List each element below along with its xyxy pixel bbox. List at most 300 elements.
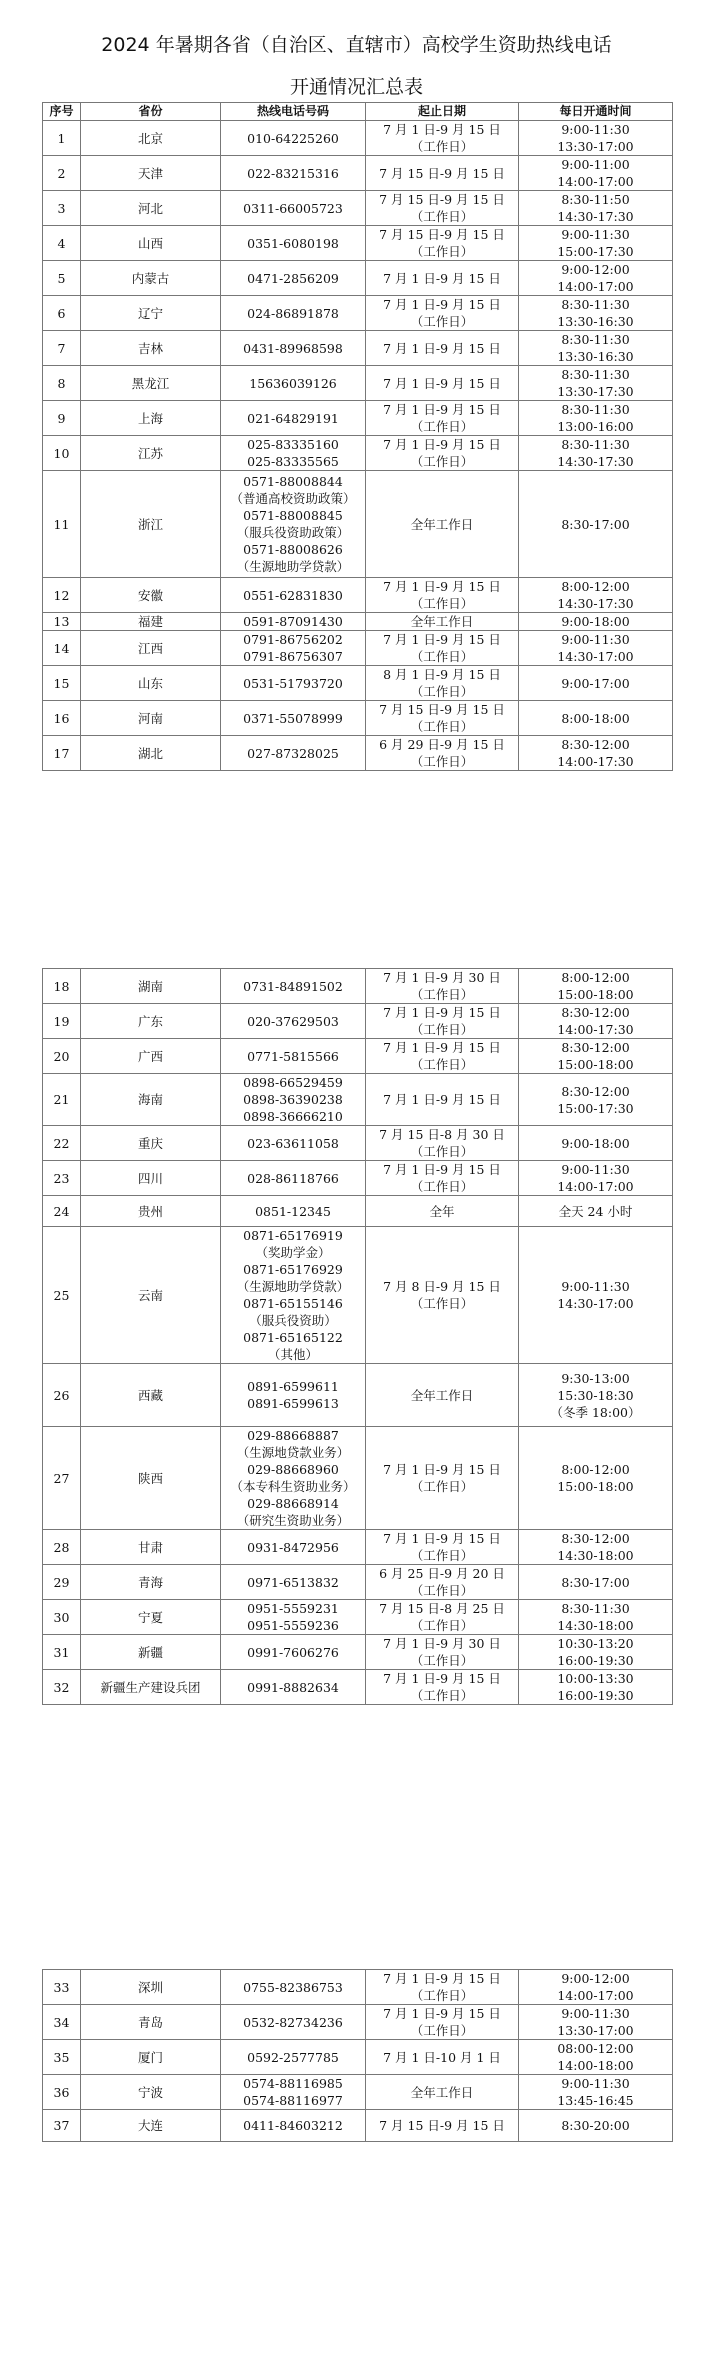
hotline-number-line: （研究生资助业务）: [236, 1513, 350, 1528]
date-range: [366, 1227, 519, 1364]
date-range: [366, 969, 519, 1004]
hotline-number-line: 0311-66005723: [243, 200, 343, 216]
province-name: 厦门: [81, 2040, 221, 2075]
date-range-line: 7 月 15 日-8 月 30 日: [379, 1127, 505, 1142]
row-number: 24: [43, 1196, 81, 1227]
date-range-line: 6 月 29 日-9 月 15 日: [379, 737, 505, 752]
province-name: 西藏: [81, 1364, 221, 1427]
hotline-number-line: 0371-55078999: [243, 710, 343, 726]
table-row: [43, 631, 673, 666]
hotline-table-part-1: [42, 102, 673, 771]
hotline-number-line: 0891-6599611: [247, 1379, 339, 1394]
hotline-number: [221, 436, 366, 471]
daily-hours-line: 9:30-13:00: [561, 1370, 630, 1386]
table-row: [43, 578, 673, 613]
header-hours: 每日开通时间: [519, 103, 673, 121]
daily-hours-line: 13:30-17:30: [557, 384, 634, 399]
daily-hours: [519, 1161, 673, 1196]
daily-hours-line: 14:00-17:30: [557, 754, 634, 769]
row-number: 14: [43, 631, 81, 666]
daily-hours: [519, 121, 673, 156]
date-range: [366, 701, 519, 736]
date-range-line: 7 月 1 日-9 月 15 日: [383, 579, 501, 594]
daily-hours-line: 13:00-16:00: [557, 419, 634, 434]
table-row: [43, 121, 673, 156]
hotline-number-line: 0551-62831830: [243, 587, 343, 603]
hotline-number-line: 0431-89968598: [243, 340, 343, 356]
hotline-number-line: 0951-5559231: [247, 1601, 339, 1616]
date-range: [366, 2075, 519, 2110]
hotline-number-line: （生源地助学贷款）: [236, 559, 350, 574]
table-header-row: [43, 103, 673, 121]
row-number: 6: [43, 296, 81, 331]
date-range: [366, 1670, 519, 1705]
date-range-line: 7 月 15 日-9 月 15 日: [379, 192, 505, 207]
date-range: [366, 366, 519, 401]
daily-hours: [519, 226, 673, 261]
hotline-number-line: 0791-86756307: [243, 649, 343, 664]
date-range-line: 7 月 1 日-9 月 30 日: [383, 970, 501, 985]
row-number: 26: [43, 1364, 81, 1427]
hotline-number: [221, 2110, 366, 2142]
date-range-line: （工作日）: [410, 719, 474, 734]
province-name: 河北: [81, 191, 221, 226]
date-range-line: 6 月 25 日-9 月 20 日: [379, 1566, 505, 1581]
hotline-number-line: （本专科生资助业务）: [230, 1479, 356, 1494]
province-name: 黑龙江: [81, 366, 221, 401]
province-name: 大连: [81, 2110, 221, 2142]
date-range-line: （工作日）: [410, 1548, 474, 1563]
date-range-line: 全年工作日: [410, 516, 474, 532]
date-range-line: （工作日）: [410, 1653, 474, 1668]
daily-hours: [519, 2005, 673, 2040]
daily-hours-line: 9:00-11:00: [561, 157, 630, 172]
hotline-number: [221, 666, 366, 701]
hotline-number-line: （服兵役资助）: [249, 1313, 337, 1328]
daily-hours-line: 9:00-17:00: [561, 675, 630, 691]
date-range: [366, 631, 519, 666]
province-name: 福建: [81, 613, 221, 631]
hotline-number-line: 029-88668914: [247, 1496, 339, 1511]
hotline-number-line: 0951-5559236: [247, 1618, 339, 1633]
date-range-line: （工作日）: [410, 1022, 474, 1037]
table-row: [43, 701, 673, 736]
daily-hours-line: 14:00-17:00: [557, 1988, 634, 2003]
daily-hours: [519, 1004, 673, 1039]
date-range-line: （工作日）: [410, 754, 474, 769]
hotline-number-line: 0351-6080198: [247, 235, 339, 251]
row-number: 20: [43, 1039, 81, 1074]
row-number: 29: [43, 1565, 81, 1600]
hotline-number: [221, 1635, 366, 1670]
province-name: 新疆: [81, 1635, 221, 1670]
row-number: 31: [43, 1635, 81, 1670]
hotline-number-line: 0931-8472956: [247, 1539, 339, 1555]
row-number: 27: [43, 1427, 81, 1530]
daily-hours-line: 9:00-11:30: [561, 632, 630, 647]
daily-hours-line: 10:00-13:30: [557, 1671, 634, 1686]
daily-hours-line: 15:00-18:00: [557, 1057, 634, 1072]
hotline-number: [221, 613, 366, 631]
table-row: [43, 1600, 673, 1635]
daily-hours-line: 13:30-17:00: [557, 2023, 634, 2038]
date-range-line: 7 月 15 日-9 月 15 日: [379, 227, 505, 242]
province-name: 重庆: [81, 1126, 221, 1161]
daily-hours: [519, 969, 673, 1004]
date-range: [366, 1074, 519, 1126]
hotline-number: [221, 969, 366, 1004]
table-row: [43, 666, 673, 701]
hotline-number-line: （普通高校资助政策）: [230, 491, 356, 506]
daily-hours: [519, 736, 673, 771]
table-row: [43, 1970, 673, 2005]
province-name: 江西: [81, 631, 221, 666]
hotline-number: [221, 1196, 366, 1227]
date-range-line: 7 月 1 日-9 月 15 日: [383, 297, 501, 312]
province-name: 宁波: [81, 2075, 221, 2110]
date-range: [366, 1565, 519, 1600]
date-range-line: 7 月 1 日-9 月 15 日: [383, 2006, 501, 2021]
date-range-line: 7 月 1 日-9 月 15 日: [383, 1040, 501, 1055]
date-range-line: （工作日）: [410, 684, 474, 699]
date-range-line: （工作日）: [410, 987, 474, 1002]
daily-hours-line: 8:30-20:00: [561, 2118, 630, 2133]
daily-hours-line: 8:30-11:30: [561, 297, 630, 312]
table-row: [43, 1364, 673, 1427]
date-range-line: （工作日）: [410, 1618, 474, 1633]
hotline-number: [221, 1670, 366, 1705]
date-range-line: 7 月 1 日-9 月 15 日: [383, 1005, 501, 1020]
hotline-number-line: 0532-82734236: [243, 2014, 343, 2030]
hotline-number-line: 024-86891878: [247, 305, 339, 321]
date-range-line: （工作日）: [410, 454, 474, 469]
row-number: 3: [43, 191, 81, 226]
hotline-number: [221, 1970, 366, 2005]
date-range: [366, 1600, 519, 1635]
hotline-number: [221, 226, 366, 261]
row-number: 37: [43, 2110, 81, 2142]
date-range-line: 7 月 1 日-9 月 15 日: [383, 375, 501, 391]
daily-hours: [519, 1635, 673, 1670]
province-name: 山东: [81, 666, 221, 701]
daily-hours-line: 08:00-12:00: [557, 2041, 634, 2056]
province-name: 山西: [81, 226, 221, 261]
province-name: 北京: [81, 121, 221, 156]
date-range-line: （工作日）: [410, 2023, 474, 2038]
province-name: 安徽: [81, 578, 221, 613]
hotline-number-line: 022-83215316: [247, 165, 339, 181]
date-range-line: （工作日）: [410, 649, 474, 664]
daily-hours: [519, 471, 673, 578]
daily-hours: [519, 1427, 673, 1530]
daily-hours-line: 9:00-11:30: [561, 1162, 630, 1177]
date-range: [366, 1161, 519, 1196]
province-name: 深圳: [81, 1970, 221, 2005]
hotline-number-line: 0898-66529459: [243, 1075, 343, 1090]
daily-hours: [519, 631, 673, 666]
hotline-number: [221, 2075, 366, 2110]
table-row: [43, 1227, 673, 1364]
table-row: [43, 1126, 673, 1161]
header-no: 序号: [43, 103, 81, 121]
daily-hours-line: 8:30-11:30: [561, 332, 630, 347]
row-number: 30: [43, 1600, 81, 1635]
hotline-number-line: 0471-2856209: [247, 270, 339, 286]
daily-hours-line: 8:30-11:30: [561, 402, 630, 417]
daily-hours: [519, 1670, 673, 1705]
province-name: 吉林: [81, 331, 221, 366]
row-number: 4: [43, 226, 81, 261]
hotline-number-line: 0898-36666210: [243, 1109, 343, 1124]
table-row: [43, 191, 673, 226]
hotline-number: [221, 1039, 366, 1074]
daily-hours: [519, 1227, 673, 1364]
date-range-line: 全年工作日: [410, 2084, 474, 2100]
hotline-number-line: 0891-6599613: [247, 1396, 339, 1411]
daily-hours: [519, 613, 673, 631]
date-range-line: 7 月 1 日-9 月 15 日: [383, 402, 501, 417]
date-range: [366, 436, 519, 471]
daily-hours-line: 9:00-18:00: [561, 1135, 630, 1151]
hotline-number-line: 021-64829191: [247, 410, 339, 426]
daily-hours-line: 9:00-18:00: [561, 614, 630, 629]
row-number: 15: [43, 666, 81, 701]
daily-hours-line: 8:30-11:30: [561, 367, 630, 382]
daily-hours: [519, 1364, 673, 1427]
daily-hours-line: 9:00-12:00: [561, 262, 630, 277]
daily-hours: [519, 1565, 673, 1600]
date-range-line: 7 月 1 日-9 月 15 日: [383, 437, 501, 452]
table-row: [43, 736, 673, 771]
hotline-number: [221, 471, 366, 578]
daily-hours-line: 15:00-17:30: [557, 244, 634, 259]
date-range: [366, 1530, 519, 1565]
hotline-number: [221, 1126, 366, 1161]
daily-hours-line: 8:30-12:00: [561, 1083, 630, 1099]
hotline-number-line: 0898-36390238: [243, 1092, 343, 1107]
table-row: [43, 2040, 673, 2075]
row-number: 12: [43, 578, 81, 613]
daily-hours-line: 8:30-11:30: [561, 437, 630, 452]
daily-hours-line: （冬季 18:00）: [550, 1404, 641, 1420]
province-name: 湖南: [81, 969, 221, 1004]
daily-hours-line: 14:30-17:00: [557, 649, 634, 664]
date-range-line: （工作日）: [410, 1583, 474, 1598]
daily-hours: [519, 401, 673, 436]
daily-hours-line: 10:30-13:20: [557, 1636, 634, 1651]
row-number: 19: [43, 1004, 81, 1039]
date-range-line: 全年工作日: [410, 1387, 474, 1403]
province-name: 广西: [81, 1039, 221, 1074]
hotline-number-line: 0971-6513832: [247, 1574, 339, 1590]
hotline-number: [221, 1530, 366, 1565]
daily-hours-line: 13:30-17:00: [557, 139, 634, 154]
hotline-number-line: 0591-87091430: [243, 614, 343, 629]
hotline-number-line: 0574-88116985: [243, 2076, 343, 2091]
row-number: 32: [43, 1670, 81, 1705]
table-row: [43, 261, 673, 296]
row-number: 33: [43, 1970, 81, 2005]
daily-hours-line: 16:00-19:30: [557, 1688, 634, 1703]
hotline-number-line: 028-86118766: [247, 1170, 339, 1186]
daily-hours-line: 16:00-19:30: [557, 1653, 634, 1668]
hotline-table-part-2: [42, 968, 673, 1705]
province-name: 广东: [81, 1004, 221, 1039]
row-number: 10: [43, 436, 81, 471]
row-number: 21: [43, 1074, 81, 1126]
date-range: [366, 401, 519, 436]
daily-hours: [519, 1196, 673, 1227]
hotline-number-line: 0991-8882634: [247, 1679, 339, 1695]
province-name: 上海: [81, 401, 221, 436]
hotline-number-line: 0531-51793720: [243, 675, 343, 691]
date-range: [366, 121, 519, 156]
row-number: 25: [43, 1227, 81, 1364]
province-name: 浙江: [81, 471, 221, 578]
table-row: [43, 331, 673, 366]
hotline-number-line: （其他）: [267, 1347, 318, 1362]
hotline-number-line: 023-63611058: [247, 1135, 339, 1151]
hotline-number-line: 0574-88116977: [243, 2093, 343, 2108]
date-range-line: （工作日）: [410, 596, 474, 611]
daily-hours-line: 8:30-12:00: [561, 1040, 630, 1055]
daily-hours-line: 15:30-18:30: [557, 1387, 634, 1403]
daily-hours: [519, 331, 673, 366]
date-range: [366, 1004, 519, 1039]
table-row: [43, 613, 673, 631]
hotline-number: [221, 1565, 366, 1600]
date-range: [366, 613, 519, 631]
hotline-number-line: 0871-65176919: [243, 1228, 343, 1243]
table-row: [43, 1161, 673, 1196]
daily-hours-line: 9:00-11:30: [561, 227, 630, 242]
hotline-number: [221, 578, 366, 613]
table-row: [43, 296, 673, 331]
daily-hours-line: 全天 24 小时: [558, 1203, 633, 1219]
hotline-number-line: 0871-65165122: [243, 1330, 343, 1345]
daily-hours-line: 8:30-11:30: [561, 1601, 630, 1616]
daily-hours: [519, 366, 673, 401]
date-range-line: （工作日）: [410, 1479, 474, 1494]
table-row: [43, 2110, 673, 2142]
date-range-line: 全年: [429, 1203, 455, 1219]
hotline-number-line: 0411-84603212: [243, 2118, 343, 2133]
date-range: [366, 578, 519, 613]
hotline-number-line: （生源地助学贷款）: [236, 1279, 350, 1294]
daily-hours: [519, 1126, 673, 1161]
province-name: 天津: [81, 156, 221, 191]
table-row: [43, 1004, 673, 1039]
date-range-line: （工作日）: [410, 1179, 474, 1194]
row-number: 28: [43, 1530, 81, 1565]
table-row: [43, 401, 673, 436]
table-row: [43, 2005, 673, 2040]
daily-hours-line: 8:00-12:00: [561, 970, 630, 985]
date-range-line: 7 月 1 日-9 月 15 日: [383, 1162, 501, 1177]
header-phone: 热线电话号码: [221, 103, 366, 121]
hotline-number: [221, 401, 366, 436]
date-range-line: 7 月 1 日-10 月 1 日: [383, 2049, 501, 2065]
daily-hours-line: 9:00-11:30: [561, 122, 630, 137]
row-number: 2: [43, 156, 81, 191]
hotline-number-line: （生源地贷款业务）: [236, 1445, 350, 1460]
hotline-number: [221, 296, 366, 331]
hotline-number: [221, 2040, 366, 2075]
daily-hours-line: 8:00-18:00: [561, 710, 630, 726]
hotline-number-line: 020-37629503: [247, 1013, 339, 1029]
daily-hours: [519, 2075, 673, 2110]
province-name: 甘肃: [81, 1530, 221, 1565]
date-range: [366, 1364, 519, 1427]
table-row: [43, 436, 673, 471]
hotline-number-line: （奖助学金）: [255, 1245, 331, 1260]
hotline-number-line: 0571-88008844: [243, 474, 343, 489]
date-range-line: 7 月 1 日-9 月 15 日: [383, 122, 501, 137]
daily-hours-line: 13:45-16:45: [557, 2093, 634, 2108]
date-range: [366, 1126, 519, 1161]
table-row: [43, 1530, 673, 1565]
daily-hours-line: 8:30-17:00: [561, 1574, 630, 1590]
daily-hours: [519, 2110, 673, 2142]
hotline-number-line: 025-83335160: [247, 437, 339, 452]
daily-hours-line: 8:00-12:00: [561, 579, 630, 594]
daily-hours-line: 14:00-17:00: [557, 174, 634, 189]
hotline-number: [221, 366, 366, 401]
province-name: 内蒙古: [81, 261, 221, 296]
daily-hours: [519, 1530, 673, 1565]
hotline-number: [221, 736, 366, 771]
table-row: [43, 226, 673, 261]
hotline-number: [221, 1364, 366, 1427]
row-number: 34: [43, 2005, 81, 2040]
date-range: [366, 471, 519, 578]
hotline-number: [221, 331, 366, 366]
daily-hours: [519, 2040, 673, 2075]
row-number: 8: [43, 366, 81, 401]
hotline-number: [221, 191, 366, 226]
row-number: 17: [43, 736, 81, 771]
row-number: 35: [43, 2040, 81, 2075]
date-range: [366, 2110, 519, 2142]
hotline-number-line: 027-87328025: [247, 745, 339, 761]
hotline-number: [221, 1427, 366, 1530]
hotline-number-line: 025-83335565: [247, 454, 339, 469]
hotline-number-line: 029-88668887: [247, 1428, 339, 1443]
province-name: 新疆生产建设兵团: [81, 1670, 221, 1705]
daily-hours-line: 14:30-17:30: [557, 596, 634, 611]
province-name: 陕西: [81, 1427, 221, 1530]
table-row: [43, 1635, 673, 1670]
date-range-line: 7 月 1 日-9 月 15 日: [383, 1462, 501, 1477]
hotline-number: [221, 156, 366, 191]
date-range-line: （工作日）: [410, 314, 474, 329]
daily-hours: [519, 1600, 673, 1635]
date-range: [366, 261, 519, 296]
table-row: [43, 969, 673, 1004]
daily-hours-line: 14:00-17:00: [557, 1179, 634, 1194]
hotline-number-line: 0731-84891502: [243, 978, 343, 994]
table-row: [43, 1427, 673, 1530]
province-name: 湖北: [81, 736, 221, 771]
daily-hours-line: 14:30-18:00: [557, 1618, 634, 1633]
province-name: 宁夏: [81, 1600, 221, 1635]
daily-hours-line: 14:00-17:00: [557, 279, 634, 294]
date-range-line: （工作日）: [410, 1057, 474, 1072]
daily-hours-line: 9:00-12:00: [561, 1971, 630, 1986]
date-range: [366, 2005, 519, 2040]
header-dates: 起止日期: [366, 103, 519, 121]
hotline-number: [221, 631, 366, 666]
